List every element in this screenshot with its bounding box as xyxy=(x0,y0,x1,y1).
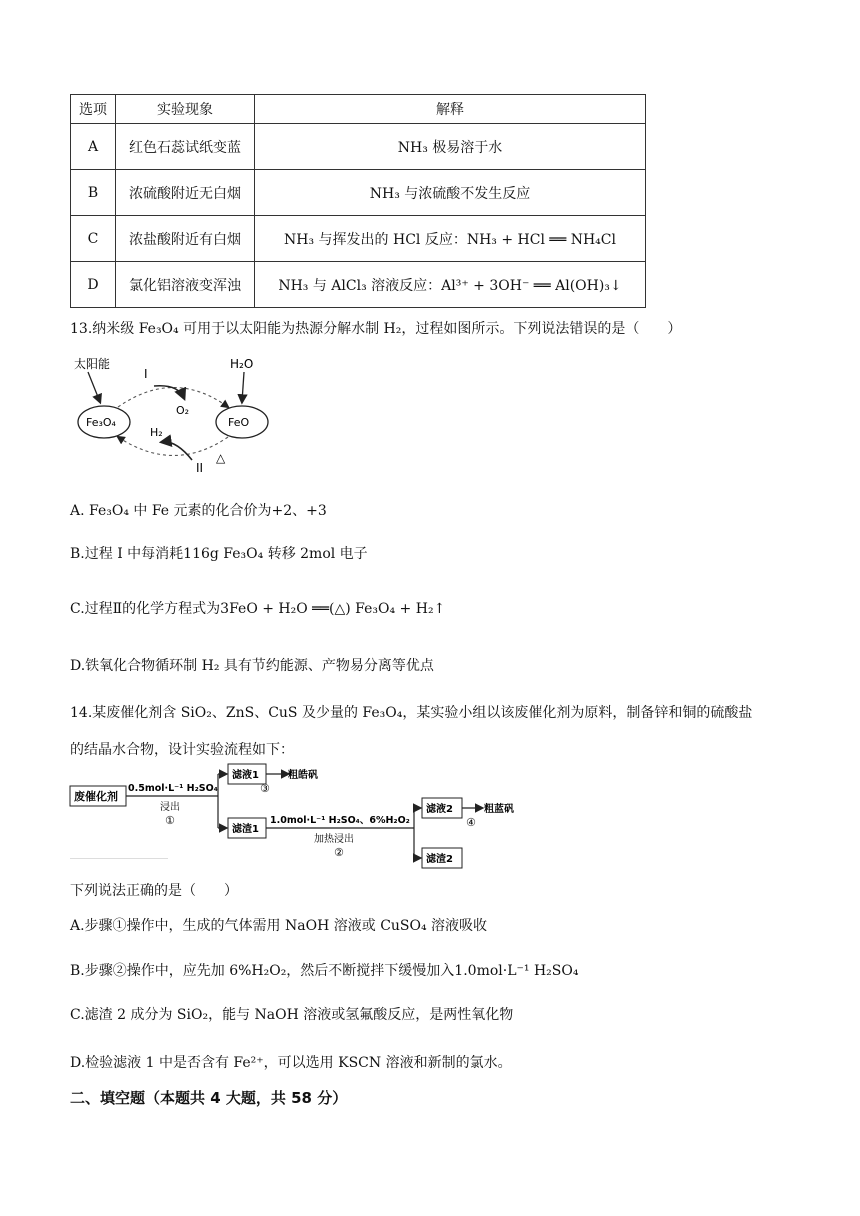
filtrate1-label: 滤液1 xyxy=(232,770,259,781)
table-row xyxy=(71,170,646,216)
row-phenomenon: 氯化铝溶液变浑浊 xyxy=(116,262,255,308)
residue2-label: 滤渣2 xyxy=(426,854,453,865)
row-option: C xyxy=(71,216,116,262)
q14-flow-diagram xyxy=(68,762,538,870)
q14-stem-line2: 的结晶水合物，设计实验流程如下： xyxy=(70,742,294,758)
q13-option-d: D.铁氧化合物循环制 H₂ 具有节约能源、产物易分离等优点 xyxy=(70,658,434,674)
reagent1-label: 0.5mol·L⁻¹ H₂SO₄ xyxy=(128,783,218,794)
row-phenomenon: 红色石蕊试纸变蓝 xyxy=(116,124,255,170)
sun-arrow xyxy=(88,372,100,402)
fe3o4-label: Fe₃O₄ xyxy=(86,416,116,429)
q14-option-d: D.检验滤液 1 中是否含有 Fe²⁺，可以选用 KSCN 溶液和新制的氯水。 xyxy=(70,1055,512,1071)
step2-num: ② xyxy=(334,846,344,859)
q13-cycle-diagram xyxy=(66,350,286,480)
header-phenomenon: 实验现象 xyxy=(116,95,255,124)
product1-label: 粗皓矾 xyxy=(288,770,318,781)
feo-label: FeO xyxy=(228,416,250,429)
q13-option-c: C.过程Ⅱ的化学方程式为3FeO + H₂O ══(△) Fe₃O₄ + H₂↑ xyxy=(70,601,446,617)
table-header-row xyxy=(71,95,646,124)
section-title: 二、填空题（本题共 4 大题，共 58 分） xyxy=(70,1089,348,1107)
row-option: D xyxy=(71,262,116,308)
q14-question: 下列说法正确的是（ ） xyxy=(70,883,238,899)
h2-arrow xyxy=(162,442,192,460)
row-option: A xyxy=(71,124,116,170)
header-explanation: 解释 xyxy=(255,95,646,124)
step2-label: 加热浸出 xyxy=(314,834,354,845)
row-explanation: NH₃ 与浓硫酸不发生反应 xyxy=(255,170,646,216)
row-phenomenon: 浓盐酸附近有白烟 xyxy=(116,216,255,262)
water-label: H₂O xyxy=(230,357,254,371)
q13-option-a: A. Fe₃O₄ 中 Fe 元素的化合价为+2、+3 xyxy=(70,503,327,519)
reagent2-label: 1.0mol·L⁻¹ H₂SO₄、6%H₂O₂ xyxy=(270,815,410,826)
filtrate2-label: 滤液2 xyxy=(426,804,453,815)
divider xyxy=(70,858,168,859)
o2-label: O₂ xyxy=(176,404,190,417)
header-option: 选项 xyxy=(71,95,116,124)
row-explanation: NH₃ 与 AlCl₃ 溶液反应：Al³⁺ + 3OH⁻ ══ Al(OH)₃↓ xyxy=(255,262,646,308)
row-explanation: NH₃ 与挥发出的 HCl 反应：NH₃ + HCl ══ NH₄Cl xyxy=(255,216,646,262)
residue1-label: 滤渣1 xyxy=(232,824,259,835)
h2-label: H₂ xyxy=(150,426,163,439)
step1-label: 浸出 xyxy=(160,802,180,813)
step4-num: ④ xyxy=(466,816,476,829)
q14-option-b: B.步骤②操作中，应先加 6%H₂O₂，然后不断搅拌下缓慢加入1.0mol·L⁻¹ H₂SO₄ xyxy=(70,963,579,979)
q14-option-c: C.滤渣 2 成分为 SiO₂，能与 NaOH 溶液或氢氟酸反应，是两性氧化物 xyxy=(70,1007,514,1023)
product2-label: 粗蓝矾 xyxy=(484,804,514,815)
row-phenomenon: 浓硫酸附近无白烟 xyxy=(116,170,255,216)
q14-option-a: A.步骤①操作中，生成的气体需用 NaOH 溶液或 CuSO₄ 溶液吸收 xyxy=(70,918,488,934)
sun-label: 太阳能 xyxy=(74,357,111,371)
row-option: B xyxy=(71,170,116,216)
table-row xyxy=(71,124,646,170)
step1-num: ① xyxy=(165,814,175,827)
options-table xyxy=(70,94,646,308)
step3-num: ③ xyxy=(260,782,270,795)
table-row xyxy=(71,216,646,262)
water-arrow xyxy=(242,372,244,402)
step1-label: I xyxy=(144,367,148,381)
step1-path xyxy=(118,388,228,408)
q13-stem: 13.纳米级 Fe₃O₄ 可用于以太阳能为热源分解水制 H₂，过程如图所示。下列说法错误的是（ ） xyxy=(70,321,682,337)
step2-path xyxy=(118,437,228,456)
q14-stem-line1: 14.某废催化剂含 SiO₂、ZnS、CuS 及少量的 Fe₃O₄，某实验小组以该废催化剂为原料，制备锌和铜的硫酸盐 xyxy=(70,705,753,721)
start-label: 废催化剂 xyxy=(74,790,118,803)
table-row xyxy=(71,262,646,308)
q13-option-b: B.过程 I 中每消耗116g Fe₃O₄ 转移 2mol 电子 xyxy=(70,546,368,562)
heat-symbol: △ xyxy=(216,451,226,465)
step2-label: II xyxy=(196,461,204,475)
row-explanation: NH₃ 极易溶于水 xyxy=(255,124,646,170)
